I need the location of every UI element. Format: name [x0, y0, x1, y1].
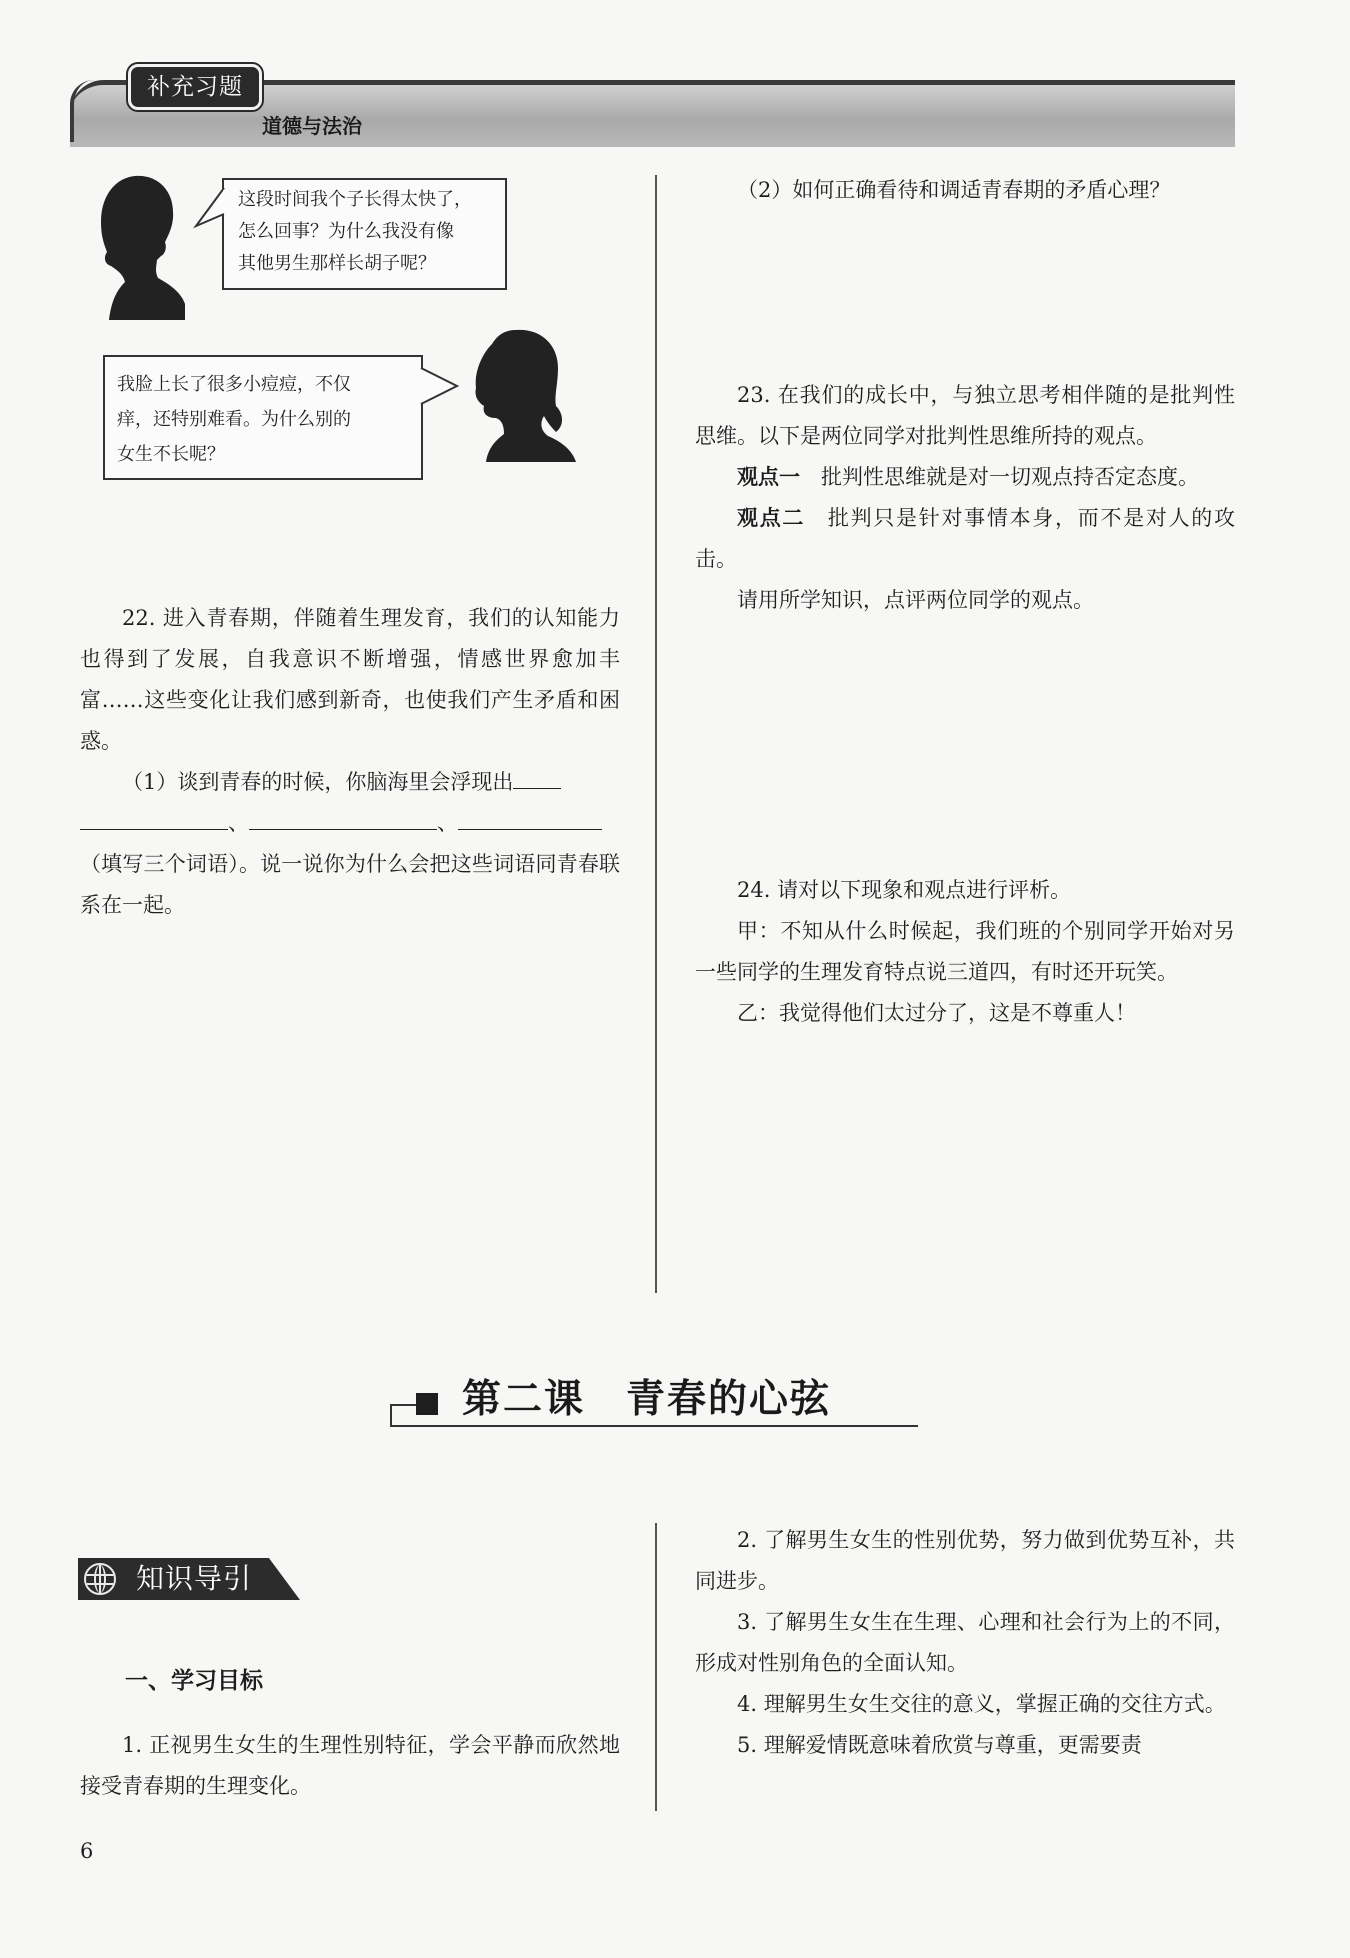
page-number: 6 [80, 1839, 94, 1863]
goal-2: 2. 了解男生女生的性别优势，努力做到优势互补，共同进步。 [695, 1528, 1235, 1593]
title-decoration [390, 1404, 392, 1426]
girl-speech-bubble [103, 355, 423, 480]
question-23-view2 [695, 498, 1235, 580]
question-22-intro: 22. 进入青春期，伴随着生理发育，我们的认知能力也得到了发展，自我意识不断增强，情感世界愈加丰富……这些变化让我们感到新奇，也使我们产生矛盾和困惑。 [80, 606, 620, 753]
answer-blank[interactable] [458, 807, 602, 830]
section-badge-label: 知识导引 [136, 1562, 253, 1595]
boy-bubble-line: 怎么回事？为什么我没有像 [238, 221, 454, 242]
view2-text: 批判只是针对事情本身，而不是对人的攻击。 [695, 506, 1236, 571]
question-22 [80, 598, 620, 926]
girl-bubble-line: 我脸上长了很多小痘痘，不仅 [117, 374, 351, 395]
question-24 [695, 870, 1235, 1034]
column-divider-bottom [655, 1523, 657, 1811]
question-22-part2-text: （2）如何正确看待和调适青春期的矛盾心理？ [737, 178, 1171, 202]
column-divider-top [655, 175, 657, 1293]
answer-blank[interactable] [80, 807, 228, 830]
goal-3: 3. 了解男生女生在生理、心理和社会行为上的不同，形成对性别角色的全面认知。 [695, 1610, 1235, 1675]
girl-silhouette-icon [466, 326, 576, 462]
question-22-part1-instruction: （填写三个词语）。说一说你为什么会把这些词语同青春联系在一起。 [80, 852, 620, 917]
learning-goals-heading: 一、学习目标 [125, 1668, 263, 1694]
blank-separator: 、 [437, 811, 458, 835]
goals-left [80, 1725, 620, 1807]
girl-bubble-line: 女生不长呢？ [117, 444, 225, 465]
question-23-view1 [695, 457, 1235, 498]
goal-1: 1. 正视男生女生的生理性别特征，学会平静而欣然地接受青春期的生理变化。 [80, 1733, 620, 1798]
question-24-intro: 24. 请对以下现象和观点进行评析。 [737, 878, 1072, 902]
answer-blank[interactable] [249, 807, 437, 830]
question-22-part1 [80, 762, 620, 803]
subject-title: 道德与法治 [262, 114, 362, 138]
view2-label: 观点二 [737, 506, 806, 530]
goals-right [695, 1520, 1235, 1766]
boy-bubble-line: 其他男生那样长胡子呢？ [238, 253, 436, 274]
answer-blank[interactable] [513, 766, 561, 789]
boy-silhouette-icon [95, 172, 185, 320]
boy-bubble-line: 这段时间我个子长得太快了， [238, 189, 472, 210]
question-22-part1-prompt: （1）谈到青春的时候，你脑海里会浮现出 [122, 770, 514, 794]
title-underline [390, 1425, 918, 1427]
title-square-icon [416, 1393, 438, 1415]
question-22-blanks-line [80, 803, 620, 844]
view1-label: 观点一 [737, 465, 800, 489]
question-23 [695, 375, 1235, 621]
view1-text: 批判性思维就是对一切观点持否定态度。 [821, 465, 1199, 489]
question-24-statement-jia: 甲：不知从什么时候起，我们班的个别同学开始对另一些同学的生理发育特点说三道四，有时还开玩笑。 [695, 919, 1235, 984]
goal-5: 5. 理解爱情既意味着欣赏与尊重，更需要责 [737, 1733, 1142, 1757]
goal-4: 4. 理解男生女生交往的意义，掌握正确的交往方式。 [737, 1692, 1226, 1716]
question-23-task: 请用所学知识，点评两位同学的观点。 [737, 588, 1094, 612]
question-24-statement-yi: 乙：我觉得他们太过分了，这是不尊重人！ [737, 1001, 1136, 1025]
supplementary-exercises-tag: 补充习题 [128, 64, 262, 110]
globe-icon [84, 1563, 116, 1595]
question-23-intro: 23. 在我们的成长中，与独立思考相伴随的是批判性思维。以下是两位同学对批判性思维所持的观点。 [695, 383, 1235, 448]
header-banner-edge [70, 80, 94, 142]
boy-speech-bubble [222, 178, 507, 290]
lesson-title: 第二课 青春的心弦 [462, 1376, 832, 1422]
boy-bubble-tail [194, 186, 226, 234]
girl-bubble-line: 痒，还特别难看。为什么别的 [117, 409, 351, 430]
question-22-part2 [695, 170, 1235, 211]
girl-bubble-tail [419, 364, 459, 410]
blank-separator: 、 [228, 811, 249, 835]
